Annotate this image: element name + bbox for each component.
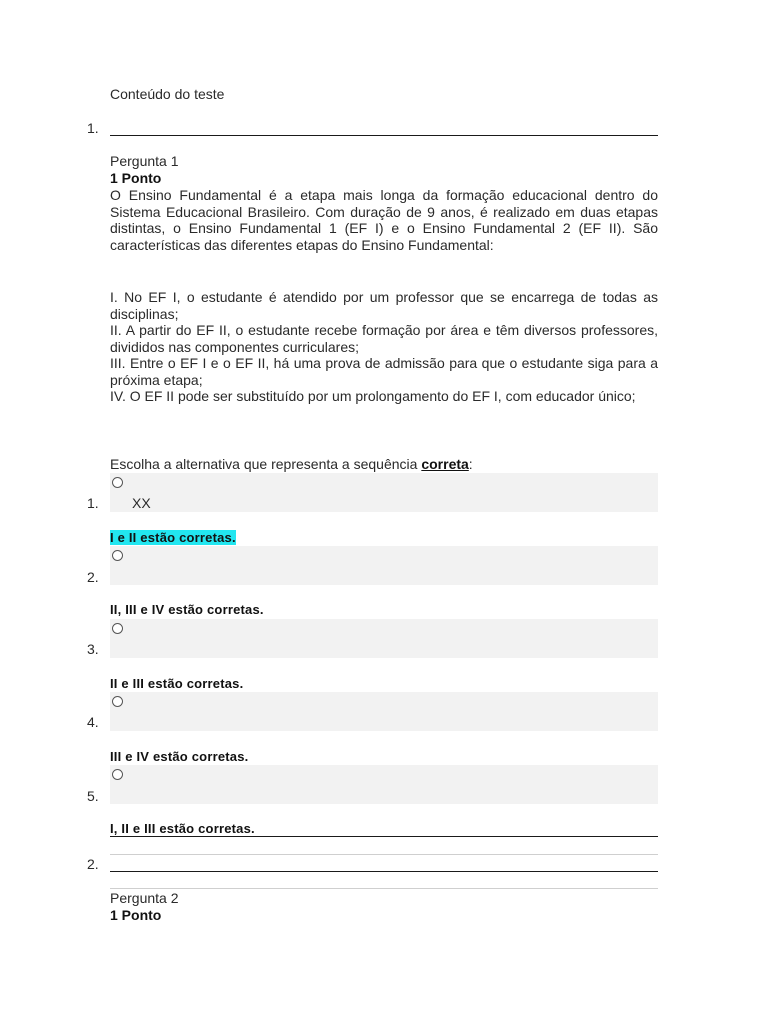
radio-button-2[interactable] [112, 550, 123, 561]
prompt-end: : [468, 456, 473, 472]
divider [110, 871, 658, 872]
page-title: Conteúdo do teste [110, 86, 225, 102]
divider [110, 836, 658, 837]
divider [110, 888, 658, 889]
question-prompt [110, 456, 473, 473]
prompt-text: Escolha a alternativa que representa a sequência [110, 456, 422, 472]
question-number: 1. [87, 120, 99, 136]
question-points: 1 Ponto [110, 907, 162, 923]
option-number-4: 4. [87, 714, 99, 730]
statement-item: IV. O EF II pode ser substituído por um prolongamento do EF I, com educador único; [110, 388, 636, 404]
option-label-3: II e III estão corretas. [110, 676, 244, 691]
statement-item: I. No EF I, o estudante é atendido por um professor que se encarrega de todas as disciplinas; [110, 289, 658, 322]
option-label-4: III e IV estão corretas. [110, 749, 249, 764]
question-intro: O Ensino Fundamental é a etapa mais longa da formação educacional dentro do Sistema Educacional Brasileiro. Com duração de 9 anos, é realizado em duas etapas distintas, o Ensino Fundamental 1 (EF I) e o Ensino Fundamental 2 (EF II). São características das diferentes etapas do Ensino Fundamental: [110, 187, 658, 253]
question-label: Pergunta 1 [110, 153, 179, 169]
statement-item: III. Entre o EF I e o EF II, há uma prova de admissão para que o estudante siga para a próxima etapa; [110, 355, 658, 388]
option-label-1 [110, 530, 236, 545]
radio-button-4[interactable] [112, 696, 123, 707]
option-number-2: 2. [87, 569, 99, 585]
divider [110, 854, 658, 855]
radio-button-1[interactable] [112, 477, 123, 488]
prompt-emphasis: correta [421, 456, 469, 472]
option-number-1: 1. [87, 495, 99, 511]
answer-option-1[interactable] [110, 473, 658, 512]
highlighted-answer: I e II estão corretas. [110, 530, 236, 545]
statement-item: II. A partir do EF II, o estudante recebe formação por área e têm diversos professores, divididos nas componentes curriculares; [110, 322, 658, 355]
answer-option-2[interactable] [110, 546, 658, 585]
option-label-5: I, II e III estão corretas. [110, 821, 255, 836]
radio-button-5[interactable] [112, 769, 123, 780]
divider [110, 135, 658, 136]
option-number-5: 5. [87, 788, 99, 804]
answer-option-3[interactable] [110, 619, 658, 658]
option-number-3: 3. [87, 641, 99, 657]
question-label: Pergunta 2 [110, 890, 179, 906]
radio-button-3[interactable] [112, 623, 123, 634]
selected-answer-mark: XX [132, 495, 151, 511]
answer-option-4[interactable] [110, 692, 658, 731]
option-label-2: II, III e IV estão corretas. [110, 602, 264, 617]
answer-option-5[interactable] [110, 765, 658, 804]
question-number: 2. [87, 856, 99, 872]
question-points: 1 Ponto [110, 170, 162, 186]
